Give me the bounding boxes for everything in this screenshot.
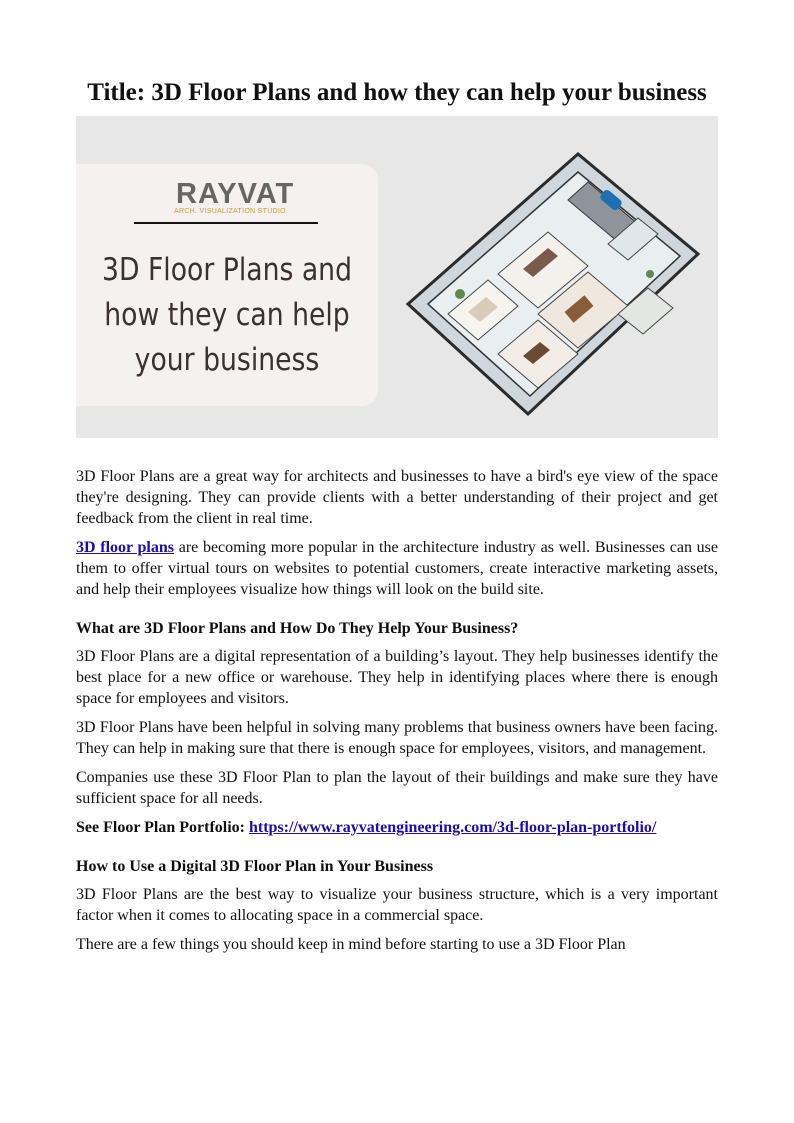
section-1-paragraph-1: 3D Floor Plans are a digital representation of a building’s layout. They help businesses identify the best place for a new office or warehouse. They help in identifying places where there is enough space for employees and visitors. — [76, 648, 718, 707]
section-1-heading: What are 3D Floor Plans and How Do They Help Your Business? — [76, 620, 519, 637]
hero-headline-line-3: your business — [134, 342, 320, 378]
rayvat-logo: RAYVAT — [176, 178, 295, 210]
plant-decoration — [455, 289, 465, 299]
section-2-heading: How to Use a Digital 3D Floor Plan in Your Business — [76, 858, 434, 875]
hero-headline-line-1: 3D Floor Plans and — [101, 252, 352, 288]
section-2-paragraph-1: 3D Floor Plans are the best way to visualize your business structure, which is a very important factor when it comes to allocating space in a commercial space. — [76, 886, 718, 924]
section-2-paragraph-2: There are a few things you should keep in mind before starting to use a 3D Floor Plan — [76, 936, 626, 953]
portfolio-link[interactable]: https://www.rayvatengineering.com/3d-floor-plan-portfolio/ — [249, 819, 657, 836]
section-1-paragraph-3: Companies use these 3D Floor Plan to plan the layout of their buildings and make sure they have sufficient space for all needs. — [76, 769, 718, 807]
logo-subtitle: ARCH. VISUALIZATION STUDIO — [174, 208, 286, 215]
section-1-paragraph-2: 3D Floor Plans have been helpful in solving many problems that business owners have been facing. They can help in making sure that there is enough space for employees, visitors, and management. — [76, 719, 718, 757]
intro-paragraph-2-text: are becoming more popular in the architecture industry as well. Businesses can use them to offer virtual tours on websites to potential customers, create interactive marketing assets, and help their employees visualize how things will look on the build site. — [76, 539, 719, 598]
hero-image — [76, 116, 718, 438]
portfolio-label: See Floor Plan Portfolio: — [76, 819, 249, 836]
isometric-floor-plan-illustration — [388, 134, 708, 424]
intro-paragraph-1: 3D Floor Plans are a great way for architects and businesses to have a bird's eye view of the space they're designing. They can provide clients with a better understanding of their project and get feedback from the client in real time. — [76, 468, 718, 527]
intro-paragraph-2 — [76, 537, 718, 600]
hero-card — [76, 164, 378, 406]
3d-floor-plans-link[interactable]: 3D floor plans — [76, 539, 175, 556]
hero-headline — [97, 248, 357, 383]
plant-decoration-2 — [646, 270, 654, 278]
card-divider — [134, 222, 318, 224]
document-page — [76, 78, 718, 955]
hero-headline-line-2: how they can help — [104, 297, 350, 333]
document-title: Title: 3D Floor Plans and how they can help your business — [87, 79, 707, 106]
portfolio-line — [76, 817, 718, 838]
